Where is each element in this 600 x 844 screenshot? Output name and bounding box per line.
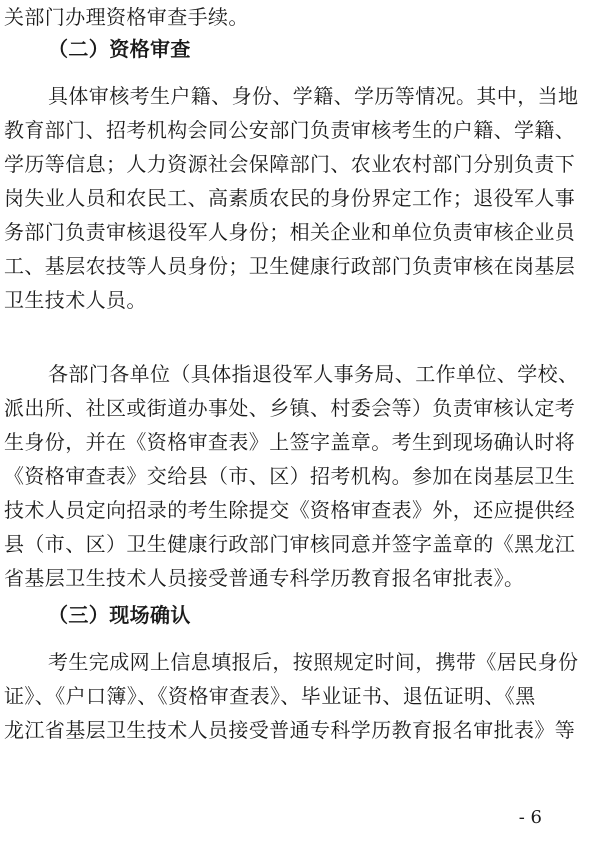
text-line: 岗失业人员和农民工、高素质农民的身份界定工作；退役军人事 [4,186,576,210]
section-heading-onsite-confirmation: （三）现场确认 [48,603,191,627]
text-line: 生身份，并在《资格审查表》上签字盖章。考生到现场确认时将 [4,430,576,454]
text-line: 《资格审查表》交给县（市、区）招考机构。参加在岗基层卫生 [4,464,576,488]
text-line: 派出所、社区或街道办事处、乡镇、村委会等）负责审核认定考 [4,396,576,420]
text-line: 龙江省基层卫生技术人员接受普通专科学历教育报名审批表》等 [4,718,576,742]
text-line: 学历等信息；人力资源社会保障部门、农业农村部门分别负责下 [4,152,576,176]
text-line: 证》、《户口簿》、《资格审查表》、毕业证书、退伍证明、《黑 [4,684,536,708]
text-line: 务部门负责审核退役军人身份；相关企业和单位负责审核企业员 [4,220,576,244]
text-line: 省基层卫生技术人员接受普通专科学历教育报名审批表》。 [4,566,525,590]
text-line: 教育部门、招考机构会同公安部门负责审核考生的户籍、学籍、 [4,118,576,142]
text-line: 关部门办理资格审查手续。 [4,5,249,29]
text-line: 县（市、区）卫生健康行政部门审核同意并签字盖章的《黑龙江 [4,532,576,556]
text-line: 卫生技术人员。 [4,288,147,312]
text-line: 工、基层农技等人员身份；卫生健康行政部门负责审核在岗基层 [4,254,576,278]
text-line: 技术人员定向招录的考生除提交《资格审查表》外，还应提供经 [4,498,576,522]
text-line: 各部门各单位（具体指退役军人事务局、工作单位、学校、 [48,362,579,386]
text-line: 考生完成网上信息填报后，按照规定时间，携带《居民身份 [48,650,579,674]
page-number: - 6 [518,807,542,828]
section-heading-qualification-review: （二）资格审查 [48,37,191,61]
text-line: 具体审核考生户籍、身份、学籍、学历等情况。其中，当地 [48,84,579,108]
